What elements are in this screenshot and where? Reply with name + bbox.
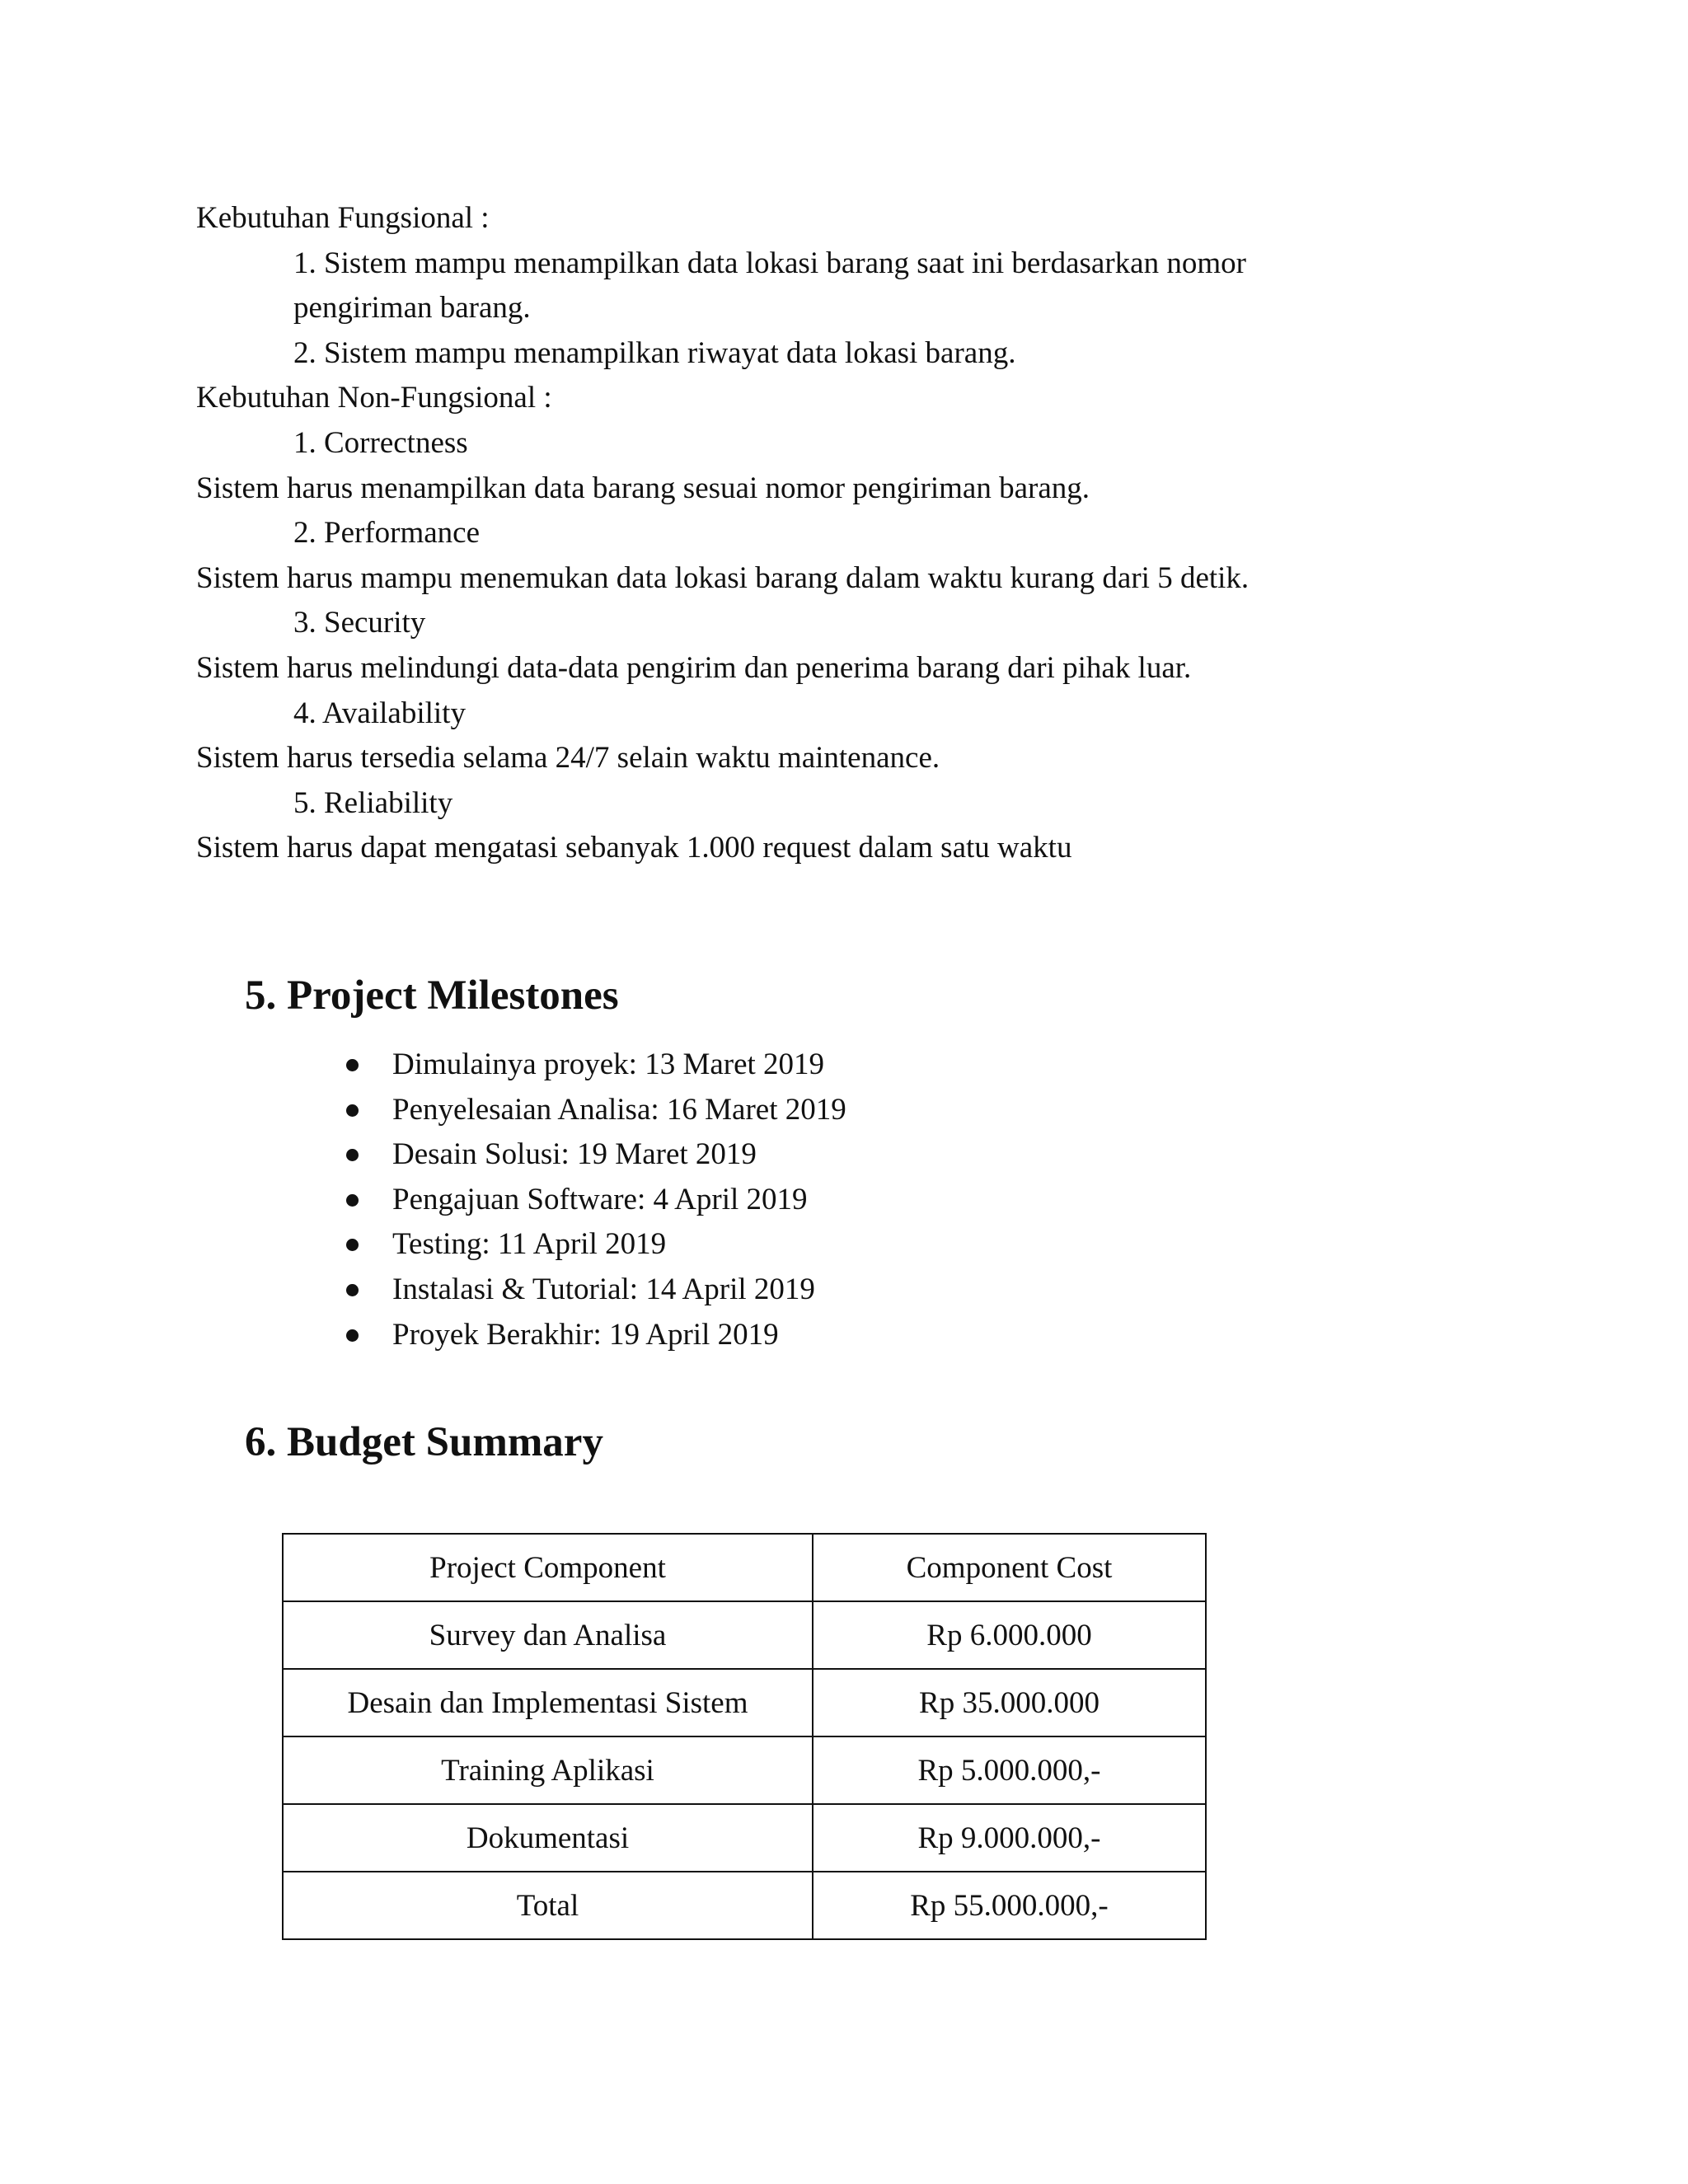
non-functional-item-description: Sistem harus tersedia selama 24/7 selain waktu maintenance. [196,741,940,776]
non-functional-heading: Kebutuhan Non-Fungsional : [196,381,552,415]
milestone-item [338,1268,846,1313]
functional-heading: Kebutuhan Fungsional : [196,201,490,235]
milestone-item [338,1043,846,1088]
bullet-icon [346,1104,359,1117]
bullet-icon [346,1149,359,1161]
functional-item: 1. Sistem mampu menampilkan data lokasi barang saat ini berdasarkan nomor pengiriman barang. [293,246,1246,326]
table-row [283,1601,1206,1669]
milestone-item [338,1088,846,1133]
milestones-heading: 5. Project Milestones [245,972,619,1019]
bullet-icon [346,1284,359,1296]
table-row [283,1804,1206,1872]
non-functional-item-title: 4. Availability [293,696,466,730]
non-functional-item-title: 5. Reliability [293,785,453,820]
bullet-icon [346,1059,359,1071]
column-header-component: Project Component [283,1534,813,1601]
milestone-text: Desain Solusi: 19 Maret 2019 [392,1137,757,1172]
table-row [283,1736,1206,1804]
milestone-text: Pengajuan Software: 4 April 2019 [392,1182,808,1216]
non-functional-item-description: Sistem harus dapat mengatasi sebanyak 1.000 request dalam satu waktu [196,831,1072,865]
component-cell: Desain dan Implementasi Sistem [283,1669,813,1736]
component-cell: Training Aplikasi [283,1736,813,1804]
non-functional-item-description: Sistem harus mampu menemukan data lokasi barang dalam waktu kurang dari 5 detik. [196,560,1250,595]
milestone-text: Dimulainya proyek: 13 Maret 2019 [392,1047,825,1081]
milestone-item [338,1222,846,1268]
non-functional-item-title: 1. Correctness [293,425,468,460]
milestone-item [338,1132,846,1178]
non-functional-item-description: Sistem harus melindungi data-data pengirim dan penerima barang dari pihak luar. [196,650,1192,685]
milestone-text: Proyek Berakhir: 19 April 2019 [392,1317,779,1352]
column-header-cost: Component Cost [813,1534,1206,1601]
cost-cell: Rp 9.000.000,- [813,1804,1206,1872]
cost-cell: Rp 6.000.000 [813,1601,1206,1669]
milestones-list [338,1043,846,1357]
cost-cell: Rp 55.000.000,- [813,1872,1206,1939]
bullet-icon [346,1329,359,1342]
milestone-text: Instalasi & Tutorial: 14 April 2019 [392,1272,815,1306]
budget-heading: 6. Budget Summary [245,1419,603,1465]
component-cell: Total [283,1872,813,1939]
functional-item: 2. Sistem mampu menampilkan riwayat data lokasi barang. [293,335,1016,370]
table-row [283,1669,1206,1736]
bullet-icon [346,1239,359,1251]
requirements-section [196,196,1564,871]
budget-table [282,1533,1207,1940]
cost-cell: Rp 35.000.000 [813,1669,1206,1736]
table-row-total [283,1872,1206,1939]
bullet-icon [346,1194,359,1207]
non-functional-item-description: Sistem harus menampilkan data barang sesuai nomor pengiriman barang. [196,471,1090,505]
table-header-row [283,1534,1206,1601]
component-cell: Survey dan Analisa [283,1601,813,1669]
cost-cell: Rp 5.000.000,- [813,1736,1206,1804]
milestone-item [338,1178,846,1223]
milestone-text: Penyelesaian Analisa: 16 Maret 2019 [392,1092,846,1127]
non-functional-item-title: 3. Security [293,606,426,640]
milestone-item [338,1313,846,1358]
milestone-text: Testing: 11 April 2019 [392,1227,667,1262]
non-functional-item-title: 2. Performance [293,516,481,551]
component-cell: Dokumentasi [283,1804,813,1872]
